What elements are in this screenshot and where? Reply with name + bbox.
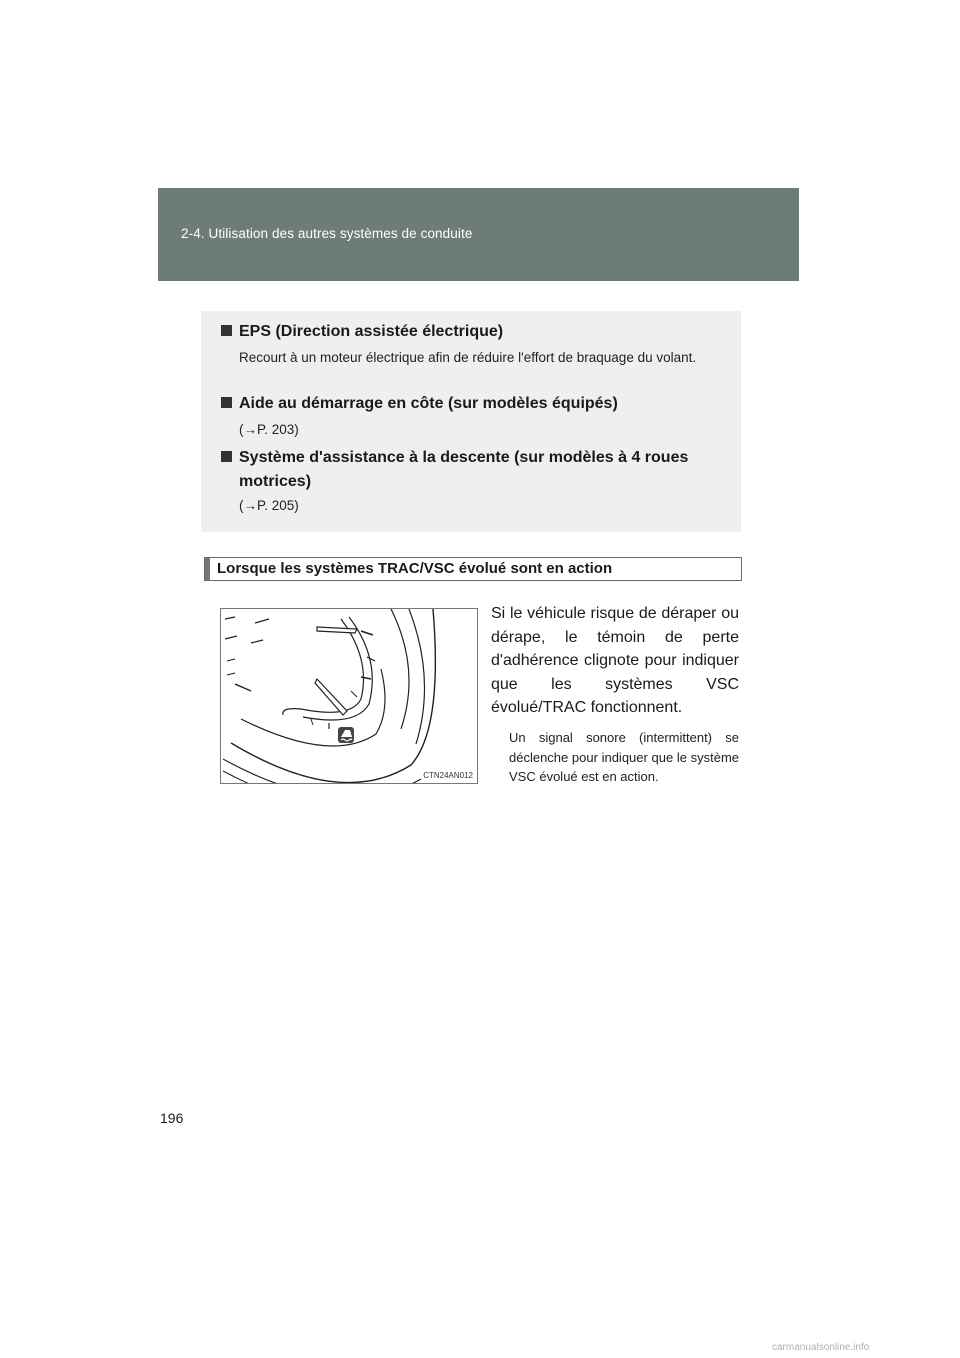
section-title: 2-4. Utilisation des autres systèmes de conduite: [181, 226, 473, 241]
info-box: [201, 311, 741, 532]
gauge-illustration: [221, 609, 477, 783]
section-heading-bar: [204, 557, 742, 581]
figure-code: CTN24AN012: [423, 771, 473, 780]
section-accent: [205, 558, 210, 580]
info-body-eps: Recourt à un moteur électrique afin de réduire l'effort de braquage du volant.: [239, 350, 697, 365]
instrument-cluster-figure: [220, 608, 478, 784]
page-number: 196: [160, 1110, 184, 1126]
section-heading: Lorsque les systèmes TRAC/VSC évolué sont en action: [217, 560, 613, 577]
info-ref-hill-start[interactable]: (→P. 203): [239, 422, 299, 437]
watermark: carmanualsonline.info: [772, 1342, 870, 1353]
note-paragraph: Un signal sonore (intermittent) se déclenche pour indiquer que le système VSC évolué est en action.: [509, 730, 739, 784]
main-paragraph: Si le véhicule risque de déraper ou dérape, le témoin de perte d'adhérence clignote pour indiquer que les systèmes VSC évolué/TRAC fonctionnent.: [491, 605, 739, 716]
square-bullet-icon: [221, 451, 232, 462]
info-heading-descent: Système d'assistance à la descente (sur modèles à 4 roues: [221, 446, 688, 470]
header-band: [158, 188, 799, 281]
info-heading-descent-line2: motrices): [239, 473, 312, 490]
square-bullet-icon: [221, 397, 232, 408]
info-heading-hill-start: Aide au démarrage en côte (sur modèles équipés): [221, 392, 618, 416]
square-bullet-icon: [221, 325, 232, 336]
slip-indicator-icon: [338, 727, 354, 743]
info-ref-descent[interactable]: (→P. 205): [239, 498, 299, 513]
info-heading-eps: EPS (Direction assistée électrique): [221, 320, 503, 344]
